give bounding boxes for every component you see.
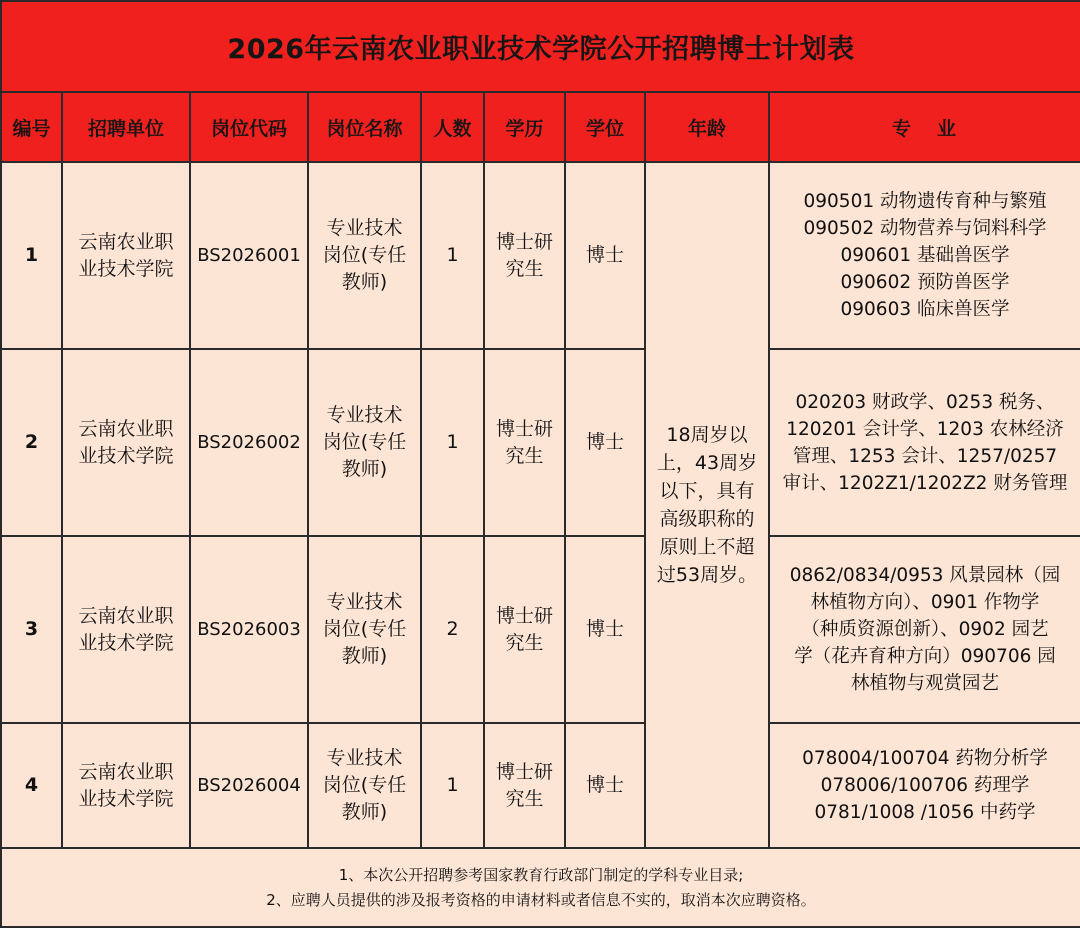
- row-code: BS2026003: [190, 536, 308, 723]
- row-unit: 云南农业职业技术学院: [62, 536, 190, 723]
- major-line: 林植物与观赏园艺: [850, 673, 999, 694]
- note-item: 1、本次公开招聘参考国家教育行政部门制定的学科专业目录;: [338, 865, 744, 884]
- header-unit: 招聘单位: [62, 92, 190, 162]
- header-age: 年龄: [645, 92, 769, 162]
- row-index: 4: [1, 723, 62, 848]
- notes-row: [1, 848, 1080, 927]
- row-unit: 云南农业职业技术学院: [62, 723, 190, 848]
- note-item: 2、应聘人员提供的涉及报考资格的申请材料或者信息不实的，取消本次应聘资格。: [266, 890, 816, 909]
- header-row: [1, 92, 1080, 162]
- header-code: 岗位代码: [190, 92, 308, 162]
- table-row: [1, 349, 1080, 536]
- row-unit: 云南农业职业技术学院: [62, 162, 190, 349]
- row-position: 专业技术岗位(专任教师): [308, 723, 421, 848]
- row-majors: [769, 723, 1080, 848]
- row-count: 1: [421, 349, 484, 536]
- header-education: 学历: [484, 92, 565, 162]
- major-line: 090601 基础兽医学: [840, 245, 1010, 266]
- major-line: 090603 临床兽医学: [840, 299, 1010, 320]
- major-line: 120201 会计学、1203 农林经济: [786, 418, 1064, 440]
- table-title: 2026年云南农业职业技术学院公开招聘博士计划表: [1, 1, 1080, 92]
- row-code: BS2026002: [190, 349, 308, 536]
- row-degree: 博士: [565, 162, 645, 349]
- row-majors: [769, 536, 1080, 723]
- major-line: 020203 财政学、0253 税务、: [795, 391, 1055, 413]
- row-position: 专业技术岗位(专任教师): [308, 349, 421, 536]
- row-majors: [769, 349, 1080, 536]
- major-line: （种质资源创新）、0902 园艺: [801, 619, 1049, 640]
- row-position: 专业技术岗位(专任教师): [308, 162, 421, 349]
- major-line: 078006/100706 药理学: [820, 775, 1030, 796]
- table-row: [1, 723, 1080, 848]
- row-count: 1: [421, 723, 484, 848]
- row-degree: 博士: [565, 349, 645, 536]
- row-index: 2: [1, 349, 62, 536]
- row-code: BS2026004: [190, 723, 308, 848]
- row-position: 专业技术岗位(专任教师): [308, 536, 421, 723]
- age-requirement: 18周岁以上，43周岁以下，具有高级职称的原则上不超过53周岁。: [645, 162, 769, 848]
- row-education: 博士研究生: [484, 723, 565, 848]
- major-line: 090502 动物营养与饲料科学: [803, 218, 1047, 239]
- major-line: 林植物方向）、0901 作物学: [810, 592, 1040, 613]
- major-line: 0862/0834/0953 风景园林（园: [789, 565, 1061, 586]
- row-education: 博士研究生: [484, 162, 565, 349]
- header-major: 专业: [769, 92, 1080, 162]
- row-education: 博士研究生: [484, 536, 565, 723]
- row-count: 2: [421, 536, 484, 723]
- major-line: 审计、1202Z1/1202Z2 财务管理: [782, 472, 1068, 494]
- table-row: [1, 536, 1080, 723]
- major-line: 0781/1008 /1056 中药学: [814, 802, 1036, 823]
- header-degree: 学位: [565, 92, 645, 162]
- row-education: 博士研究生: [484, 349, 565, 536]
- table-row: [1, 162, 1080, 349]
- major-line: 学（花卉育种方向）090706 园: [794, 646, 1056, 667]
- major-line: 090602 预防兽医学: [840, 272, 1010, 293]
- row-degree: 博士: [565, 536, 645, 723]
- major-line: 078004/100704 药物分析学: [802, 748, 1048, 769]
- major-line: 090501 动物遗传育种与繁殖: [803, 191, 1047, 212]
- major-line: 管理、1253 会计、1257/0257: [792, 445, 1058, 467]
- row-unit: 云南农业职业技术学院: [62, 349, 190, 536]
- header-count: 人数: [421, 92, 484, 162]
- row-majors: [769, 162, 1080, 349]
- notes: [1, 848, 1080, 927]
- row-count: 1: [421, 162, 484, 349]
- row-index: 3: [1, 536, 62, 723]
- header-position: 岗位名称: [308, 92, 421, 162]
- row-degree: 博士: [565, 723, 645, 848]
- header-index: 编号: [1, 92, 62, 162]
- row-code: BS2026001: [190, 162, 308, 349]
- row-index: 1: [1, 162, 62, 349]
